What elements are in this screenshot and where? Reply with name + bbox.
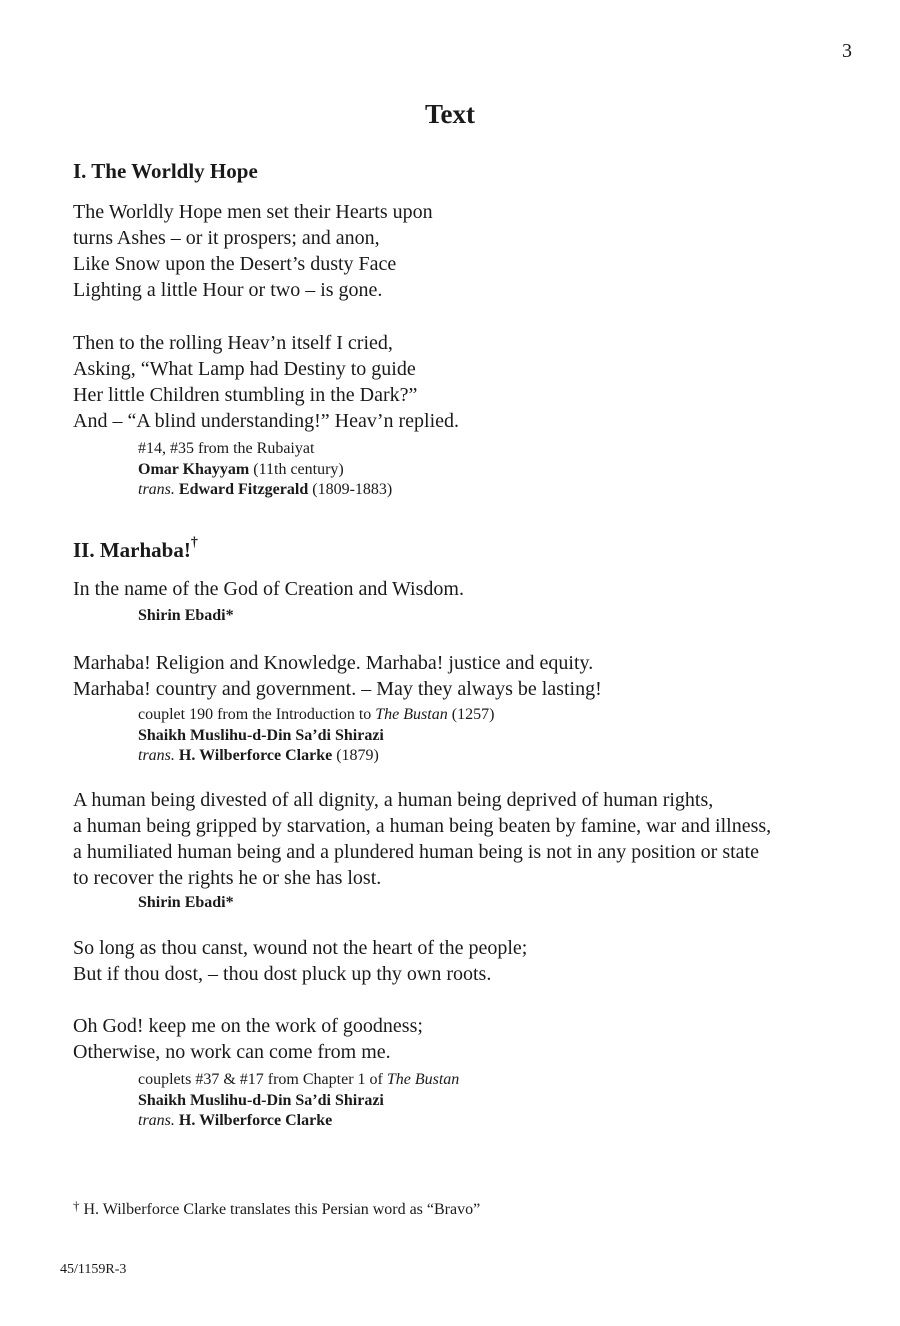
attribution-translator-line xyxy=(138,1111,459,1132)
translator-date: (1879) xyxy=(336,747,379,764)
translator-name: Edward Fitzgerald xyxy=(178,481,309,498)
verse-line: But if thou dost, – thou dost pluck up thy own roots. xyxy=(73,963,492,985)
attribution-translator-line xyxy=(138,480,392,501)
verse-line: Marhaba! Religion and Knowledge. Marhaba! justice and equity. xyxy=(73,652,594,674)
attribution-source: #14, #35 from the Rubaiyat xyxy=(138,440,315,457)
attribution-author: Shaikh Muslihu-d-Din Sa’di Shirazi xyxy=(138,726,384,744)
verse-line: Marhaba! country and government. – May they always be lasting! xyxy=(73,678,602,700)
attribution-bustan-ch1 xyxy=(138,1070,459,1132)
prose-line: to recover the rights he or she has lost. xyxy=(73,867,382,889)
stanza xyxy=(73,330,459,434)
footnote-text: H. Wilberforce Clarke translates this Persian word as “Bravo” xyxy=(83,1201,481,1218)
verse-line: Like Snow upon the Desert’s dusty Face xyxy=(73,253,397,275)
verse-line: So long as thou canst, wound not the heart of the people; xyxy=(73,937,528,959)
verse-paragraph xyxy=(73,576,464,602)
verse-line: Lighting a little Hour or two – is gone. xyxy=(73,279,383,301)
translator-name: H. Wilberforce Clarke xyxy=(178,1112,333,1129)
trans-prefix: trans. xyxy=(138,1112,175,1129)
dagger-mark: † xyxy=(190,535,198,550)
section-heading-text: II. Marhaba! xyxy=(73,538,191,562)
source-prefix: couplet 190 from the Introduction to xyxy=(138,706,372,723)
source-prefix: couplets #37 & #17 from Chapter 1 of xyxy=(138,1071,383,1088)
page-title: Text xyxy=(424,99,475,129)
prose-line: A human being divested of all dignity, a human being deprived of human rights, xyxy=(73,789,714,811)
verse-line: The Worldly Hope men set their Hearts upon xyxy=(73,201,433,223)
attribution-author-line xyxy=(138,460,392,481)
couplet xyxy=(73,935,527,987)
prose-paragraph xyxy=(73,787,771,891)
verse-line: And – “A blind understanding!” Heav’n replied. xyxy=(73,410,460,432)
verse-line: Then to the rolling Heav’n itself I cried, xyxy=(73,332,393,354)
author-date: (11th century) xyxy=(253,460,344,478)
translator-name: H. Wilberforce Clarke xyxy=(178,747,333,764)
footnote-mark: † xyxy=(73,1198,80,1213)
attribution-source-line xyxy=(138,705,494,726)
attribution-author: Shirin Ebadi* xyxy=(138,607,234,624)
document-number: 45/1159R-3 xyxy=(60,1262,127,1277)
attribution-author: Shaikh Muslihu-d-Din Sa’di Shirazi xyxy=(138,1091,384,1109)
verse-line: Otherwise, no work can come from me. xyxy=(73,1041,391,1063)
author-name: Omar Khayyam xyxy=(138,460,250,478)
attribution-ebadi xyxy=(138,606,234,627)
attribution-author: Shirin Ebadi* xyxy=(138,894,234,911)
footnote xyxy=(73,1198,481,1219)
couplet xyxy=(73,650,602,702)
source-title: The Bustan xyxy=(386,1071,460,1088)
attribution-ebadi xyxy=(138,893,234,914)
section-heading-marhaba xyxy=(73,535,198,563)
attribution-translator-line xyxy=(138,746,494,767)
prose-line: a humiliated human being and a plundered human being is not in any position or state xyxy=(73,841,759,863)
verse-line: In the name of the God of Creation and Wisdom. xyxy=(73,578,464,600)
verse-line: turns Ashes – or it prospers; and anon, xyxy=(73,227,380,249)
attribution-bustan-intro xyxy=(138,705,494,767)
page-number: 3 xyxy=(842,40,852,62)
trans-prefix: trans. xyxy=(138,481,175,498)
verse-line: Oh God! keep me on the work of goodness; xyxy=(73,1015,423,1037)
couplet xyxy=(73,1013,423,1065)
attribution-rubaiyat xyxy=(138,439,392,501)
verse-line: Asking, “What Lamp had Destiny to guide xyxy=(73,358,416,380)
trans-prefix: trans. xyxy=(138,747,175,764)
section-heading-worldly-hope: I. The Worldly Hope xyxy=(73,159,258,183)
stanza xyxy=(73,199,433,303)
source-title: The Bustan xyxy=(375,706,448,723)
source-date: (1257) xyxy=(451,706,495,723)
attribution-source-line xyxy=(138,1070,459,1091)
verse-line: Her little Children stumbling in the Dark?” xyxy=(73,384,418,406)
translator-dates: (1809-1883) xyxy=(312,481,393,498)
prose-line: a human being gripped by starvation, a human being beaten by famine, war and illness, xyxy=(73,815,772,837)
